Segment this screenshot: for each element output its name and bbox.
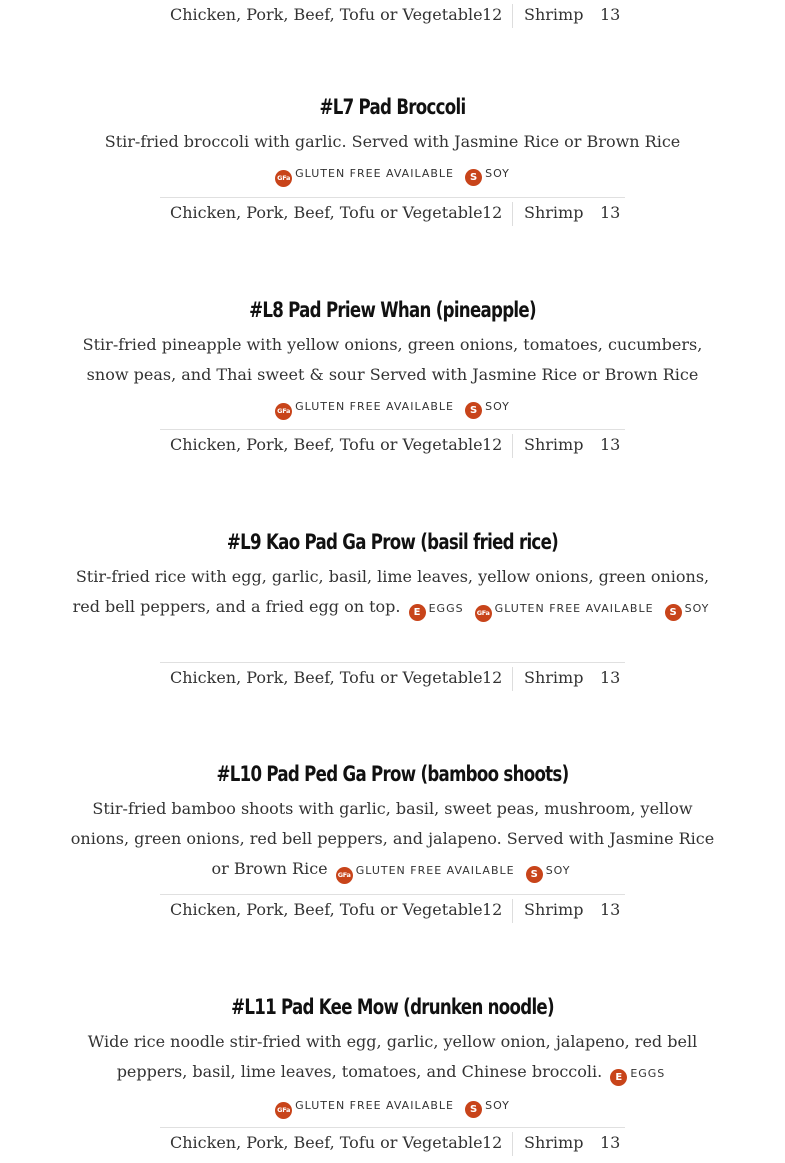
item-title: #L7 Pad Broccoli — [319, 95, 466, 119]
soy-icon: S — [465, 169, 482, 186]
soy-tag: S SOY — [465, 1089, 510, 1121]
gluten-free-icon: GFa — [275, 170, 292, 187]
price-divider — [512, 667, 513, 691]
menu-item-l7 — [70, 93, 715, 189]
gluten-free-tag: GFa GLUTEN FREE AVAILABLE — [336, 854, 515, 886]
shrimp-price: 13 — [600, 5, 621, 24]
price-row-previous — [160, 0, 625, 30]
protein-price: 12 — [482, 1133, 503, 1152]
protein-options: Chicken, Pork, Beef, Tofu or Vegetable — [170, 5, 483, 24]
price-row-l8 — [160, 429, 625, 460]
protein-options: Chicken, Pork, Beef, Tofu or Vegetable — [170, 203, 483, 222]
shrimp-price: 13 — [600, 203, 621, 222]
description-text: Wide rice noodle stir-fried with egg, garlic, yellow onion, jalapeno, red bell peppers, basil, lime leaves, tomatoes, and Chinese broccoli. — [87, 1032, 698, 1081]
soy-tag: S SOY — [465, 157, 510, 189]
protein-options: Chicken, Pork, Beef, Tofu or Vegetable — [170, 435, 483, 454]
eggs-tag: E EGGS — [409, 592, 464, 624]
protein-options: Chicken, Pork, Beef, Tofu or Vegetable — [170, 668, 483, 687]
shrimp-price: 13 — [600, 435, 621, 454]
menu-item-l9 — [70, 528, 715, 624]
price-row-l11 — [160, 1127, 625, 1158]
shrimp-price: 13 — [600, 900, 621, 919]
gluten-free-tag: GFa GLUTEN FREE AVAILABLE — [275, 390, 454, 422]
price-divider — [512, 434, 513, 458]
shrimp-label: Shrimp — [524, 668, 584, 687]
dietary-tags — [70, 390, 715, 422]
item-description: Stir-fried pineapple with yellow onions, green onions, tomatoes, cucumbers, snow peas, and Thai sweet & sour Served with Jasmine Rice or Brown Rice — [82, 335, 703, 384]
item-description — [70, 562, 715, 624]
menu-item-l11 — [70, 993, 715, 1121]
item-title: #L11 Pad Kee Mow (drunken noodle) — [231, 995, 554, 1019]
soy-tag: S SOY — [465, 390, 510, 422]
gluten-free-icon: GFa — [475, 605, 492, 622]
description-text: Stir-fried rice with egg, garlic, basil, lime leaves, yellow onions, green onions, red bell peppers, and a fried egg on top. — [72, 567, 710, 616]
eggs-tag: E EGGS — [610, 1057, 665, 1089]
shrimp-price: 13 — [600, 668, 621, 687]
price-divider — [512, 4, 513, 28]
eggs-icon: E — [409, 604, 426, 621]
protein-options: Chicken, Pork, Beef, Tofu or Vegetable — [170, 900, 483, 919]
shrimp-label: Shrimp — [524, 1133, 584, 1152]
dietary-tags — [70, 157, 715, 189]
soy-icon: S — [465, 1101, 482, 1118]
shrimp-label: Shrimp — [524, 5, 584, 24]
eggs-icon: E — [610, 1069, 627, 1086]
soy-icon: S — [465, 402, 482, 419]
shrimp-label: Shrimp — [524, 900, 584, 919]
menu-item-l10 — [70, 760, 715, 886]
gluten-free-tag: GFa GLUTEN FREE AVAILABLE — [275, 1089, 454, 1121]
item-title: #L9 Kao Pad Ga Prow (basil fried rice) — [226, 530, 559, 554]
dietary-tags — [70, 1089, 715, 1121]
price-row-l9 — [160, 662, 625, 693]
description-text: Stir-fried bamboo shoots with garlic, basil, sweet peas, mushroom, yellow onions, green onions, red bell peppers, and jalapeno. Served with Jasmine Rice or Brown Rice — [70, 799, 715, 878]
price-row-l7 — [160, 197, 625, 228]
gluten-free-icon: GFa — [336, 867, 353, 884]
soy-tag: S SOY — [665, 592, 710, 624]
shrimp-price: 13 — [600, 1133, 621, 1152]
protein-options: Chicken, Pork, Beef, Tofu or Vegetable — [170, 1133, 483, 1152]
item-description — [70, 794, 715, 886]
item-title: #L10 Pad Ped Ga Prow (bamboo shoots) — [216, 762, 569, 786]
protein-price: 12 — [482, 668, 503, 687]
item-title: #L8 Pad Priew Whan (pineapple) — [249, 298, 536, 322]
menu-item-l8 — [70, 296, 715, 422]
price-divider — [512, 202, 513, 226]
soy-icon: S — [665, 604, 682, 621]
shrimp-label: Shrimp — [524, 435, 584, 454]
protein-price: 12 — [482, 435, 503, 454]
shrimp-label: Shrimp — [524, 203, 584, 222]
item-description: Stir-fried broccoli with garlic. Served with Jasmine Rice or Brown Rice — [104, 132, 681, 151]
price-row-l10 — [160, 894, 625, 925]
gluten-free-tag: GFa GLUTEN FREE AVAILABLE — [475, 592, 654, 624]
protein-price: 12 — [482, 5, 503, 24]
protein-price: 12 — [482, 203, 503, 222]
soy-icon: S — [526, 866, 543, 883]
soy-tag: S SOY — [526, 854, 571, 886]
price-divider — [512, 899, 513, 923]
item-description — [70, 1027, 715, 1089]
price-divider — [512, 1132, 513, 1156]
protein-price: 12 — [482, 900, 503, 919]
gluten-free-tag: GFa GLUTEN FREE AVAILABLE — [275, 157, 454, 189]
gluten-free-icon: GFa — [275, 403, 292, 420]
gluten-free-icon: GFa — [275, 1102, 292, 1119]
